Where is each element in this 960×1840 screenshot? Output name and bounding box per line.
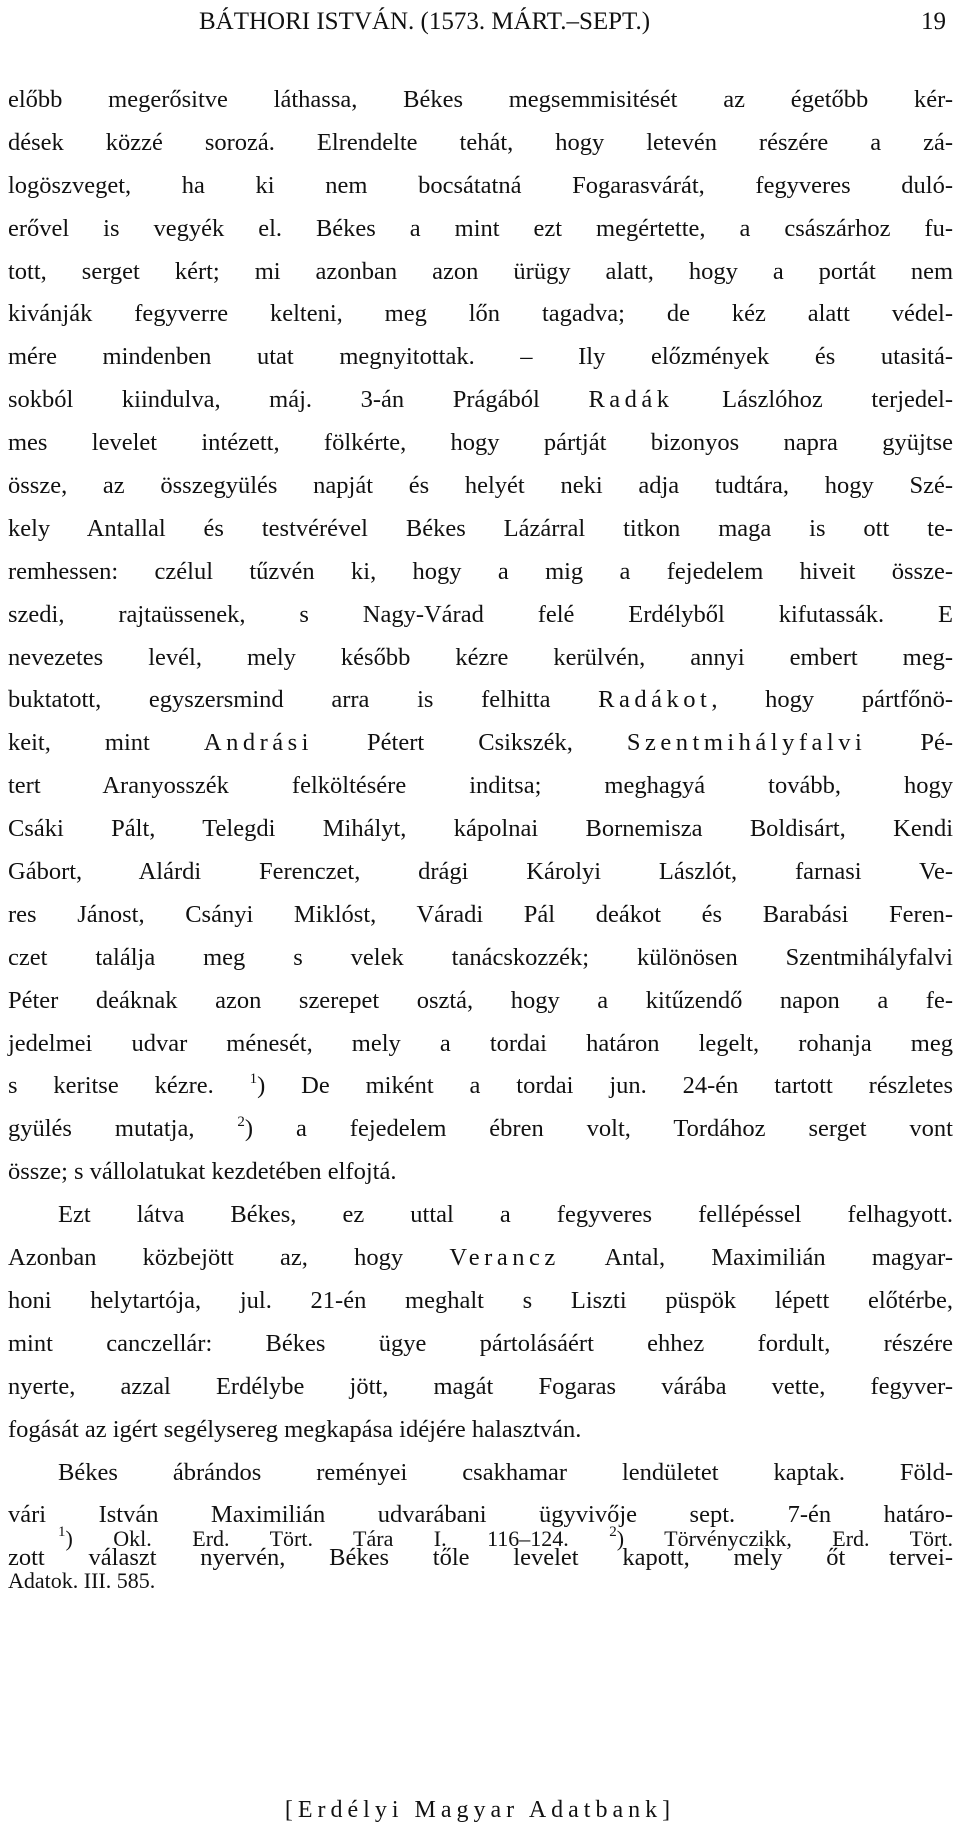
text-line: Ezt látva Békes, ez uttal a fegyveres fellépéssel felhagyott. xyxy=(58,1201,953,1229)
text-line: fogását az igért segélysereg megkapása idéjére halasztván. xyxy=(8,1415,582,1443)
text-line: erővel is vegyék el. Békes a mint ezt megértette, a császárhoz fu- xyxy=(8,214,953,242)
text-line: logöszveget, ha ki nem bocsátatná Fogarasvárát, fegyveres duló- xyxy=(8,171,953,199)
text-line: vári István Maximilián udvarábani ügyvivője sept. 7-én határo- xyxy=(8,1501,953,1529)
text-line: buktatott, egyszersmind arra is felhitta Radákot, hogy pártfőnö- xyxy=(8,686,953,714)
text-line: zott választ nyervén, Békes tőle levelet kapott, mely őt tervei- xyxy=(8,1544,953,1572)
text-line: kely Antallal és testvérével Békes Lázárral titkon maga is ott te- xyxy=(8,514,953,542)
spaced-name: Radákot xyxy=(598,686,712,714)
text-line: szedi, rajtaüssenek, s Nagy-Várad felé Erdélyből kifutassák. E xyxy=(8,600,953,628)
text-line: czet találja meg s velek tanácskozzék; különösen Szentmihályfalvi xyxy=(8,943,953,971)
footnote-line: $^1$) Okl. Erd. Tört. Tára I. 116–124. $^2$) Törvényczikk, Erd. Tört. xyxy=(58,1524,953,1551)
text-line: honi helytartója, jul. 21-én meghalt s Liszti püspök lépett előtérbe, xyxy=(8,1286,953,1314)
text-line: Csáki Pált, Telegdi Mihályt, kápolnai Bornemisza Boldisárt, Kendi xyxy=(8,815,953,843)
text-line: nyerte, azzal Erdélybe jött, magát Fogaras várába vette, fegyver- xyxy=(8,1372,953,1400)
text-line: mint canczellár: Békes ügye pártolásáért ehhez fordult, részére xyxy=(8,1329,953,1357)
text-line: kivánják fegyverre kelteni, meg lőn tagadva; de kéz alatt védel- xyxy=(8,300,953,328)
spaced-name: Verancz xyxy=(449,1244,560,1272)
page-number: 19 xyxy=(921,8,946,35)
footnote-ref: 2 xyxy=(237,1114,245,1131)
text-line: össze; s vállolatukat kezdetében elfojtá. xyxy=(8,1158,397,1186)
text-line: jedelmei udvar ménesét, mely a tordai határon legelt, rohanja meg xyxy=(8,1029,953,1057)
text-line: mes levelet intézett, fölkérte, hogy pártját bizonyos napra gyüjtse xyxy=(8,429,953,457)
text-line: remhessen: czélul tűzvén ki, hogy a mig a fejedelem hiveit össze- xyxy=(8,557,953,585)
footnote-line: Adatok. III. 585. xyxy=(8,1568,156,1593)
text-line: tott, serget kért; mi azonban azon ürügy alatt, hogy a portát nem xyxy=(8,257,953,285)
text-line: keit, mint Andrási Pétert Csikszék, Szentmihályfalvi Pé- xyxy=(8,729,953,757)
footnotes xyxy=(8,1524,953,1608)
spaced-name: Szentmihályfalvi xyxy=(626,729,867,757)
spaced-name: Radák xyxy=(588,386,674,414)
text-line: Azonban közbejött az, hogy Verancz Antal, Maximilián magyar- xyxy=(8,1244,954,1272)
running-title: BÁTHORI ISTVÁN. (1573. MÁRT.–SEPT.) xyxy=(199,8,651,35)
text-line: mére mindenben utat megnyitottak. – Ily előzmények és utasitá- xyxy=(8,343,953,371)
body-text xyxy=(8,84,953,1585)
text-line: tert Aranyosszék felköltésére inditsa; meghagyá tovább, hogy xyxy=(8,772,953,800)
text-line: össze, az összegyülés napját és helyét neki adja tudtára, hogy Szé- xyxy=(8,472,953,500)
footnote-ref: 1 xyxy=(249,1071,258,1088)
text-line: Békes ábrándos reményei csakhamar lendületet kaptak. Föld- xyxy=(58,1458,953,1486)
spaced-name: Andrási xyxy=(203,729,313,757)
text-line: Gábort, Alárdi Ferenczet, drági Károlyi Lászlót, farnasi Ve- xyxy=(8,858,953,886)
text-line: Péter deáknak azon szerepet osztá, hogy a kitűzendő napon a fe- xyxy=(8,986,953,1014)
text-line: előbb megerősitve láthassa, Békes megsemmisitését az égetőbb kér- xyxy=(8,86,953,113)
footnote-marker: 2 xyxy=(609,1524,617,1540)
text-line: dések közzé sorozá. Elrendelte tehát, hogy letevén részére a zá- xyxy=(8,128,953,156)
page-footer: [Erdélyi Magyar Adatbank] xyxy=(284,1797,676,1823)
text-line: gyülés mutatja, $^2$) a fejedelem ébren volt, Tordához serget vont xyxy=(8,1114,953,1143)
text-line: s keritse kézre. $^1$) De miként a tordai jun. 24-én tartott részletes xyxy=(8,1071,954,1100)
text-line: sokból kiindulva, máj. 3-án Prágából Radák Lászlóhoz terjedel- xyxy=(8,386,953,414)
text-line: res Jánost, Csányi Miklóst, Váradi Pál deákot és Barabási Feren- xyxy=(8,900,953,928)
text-line: nevezetes levél, mely később kézre kerülvén, annyi embert meg- xyxy=(8,643,953,671)
page-header xyxy=(0,0,960,60)
footnote-marker: 1 xyxy=(58,1524,66,1540)
